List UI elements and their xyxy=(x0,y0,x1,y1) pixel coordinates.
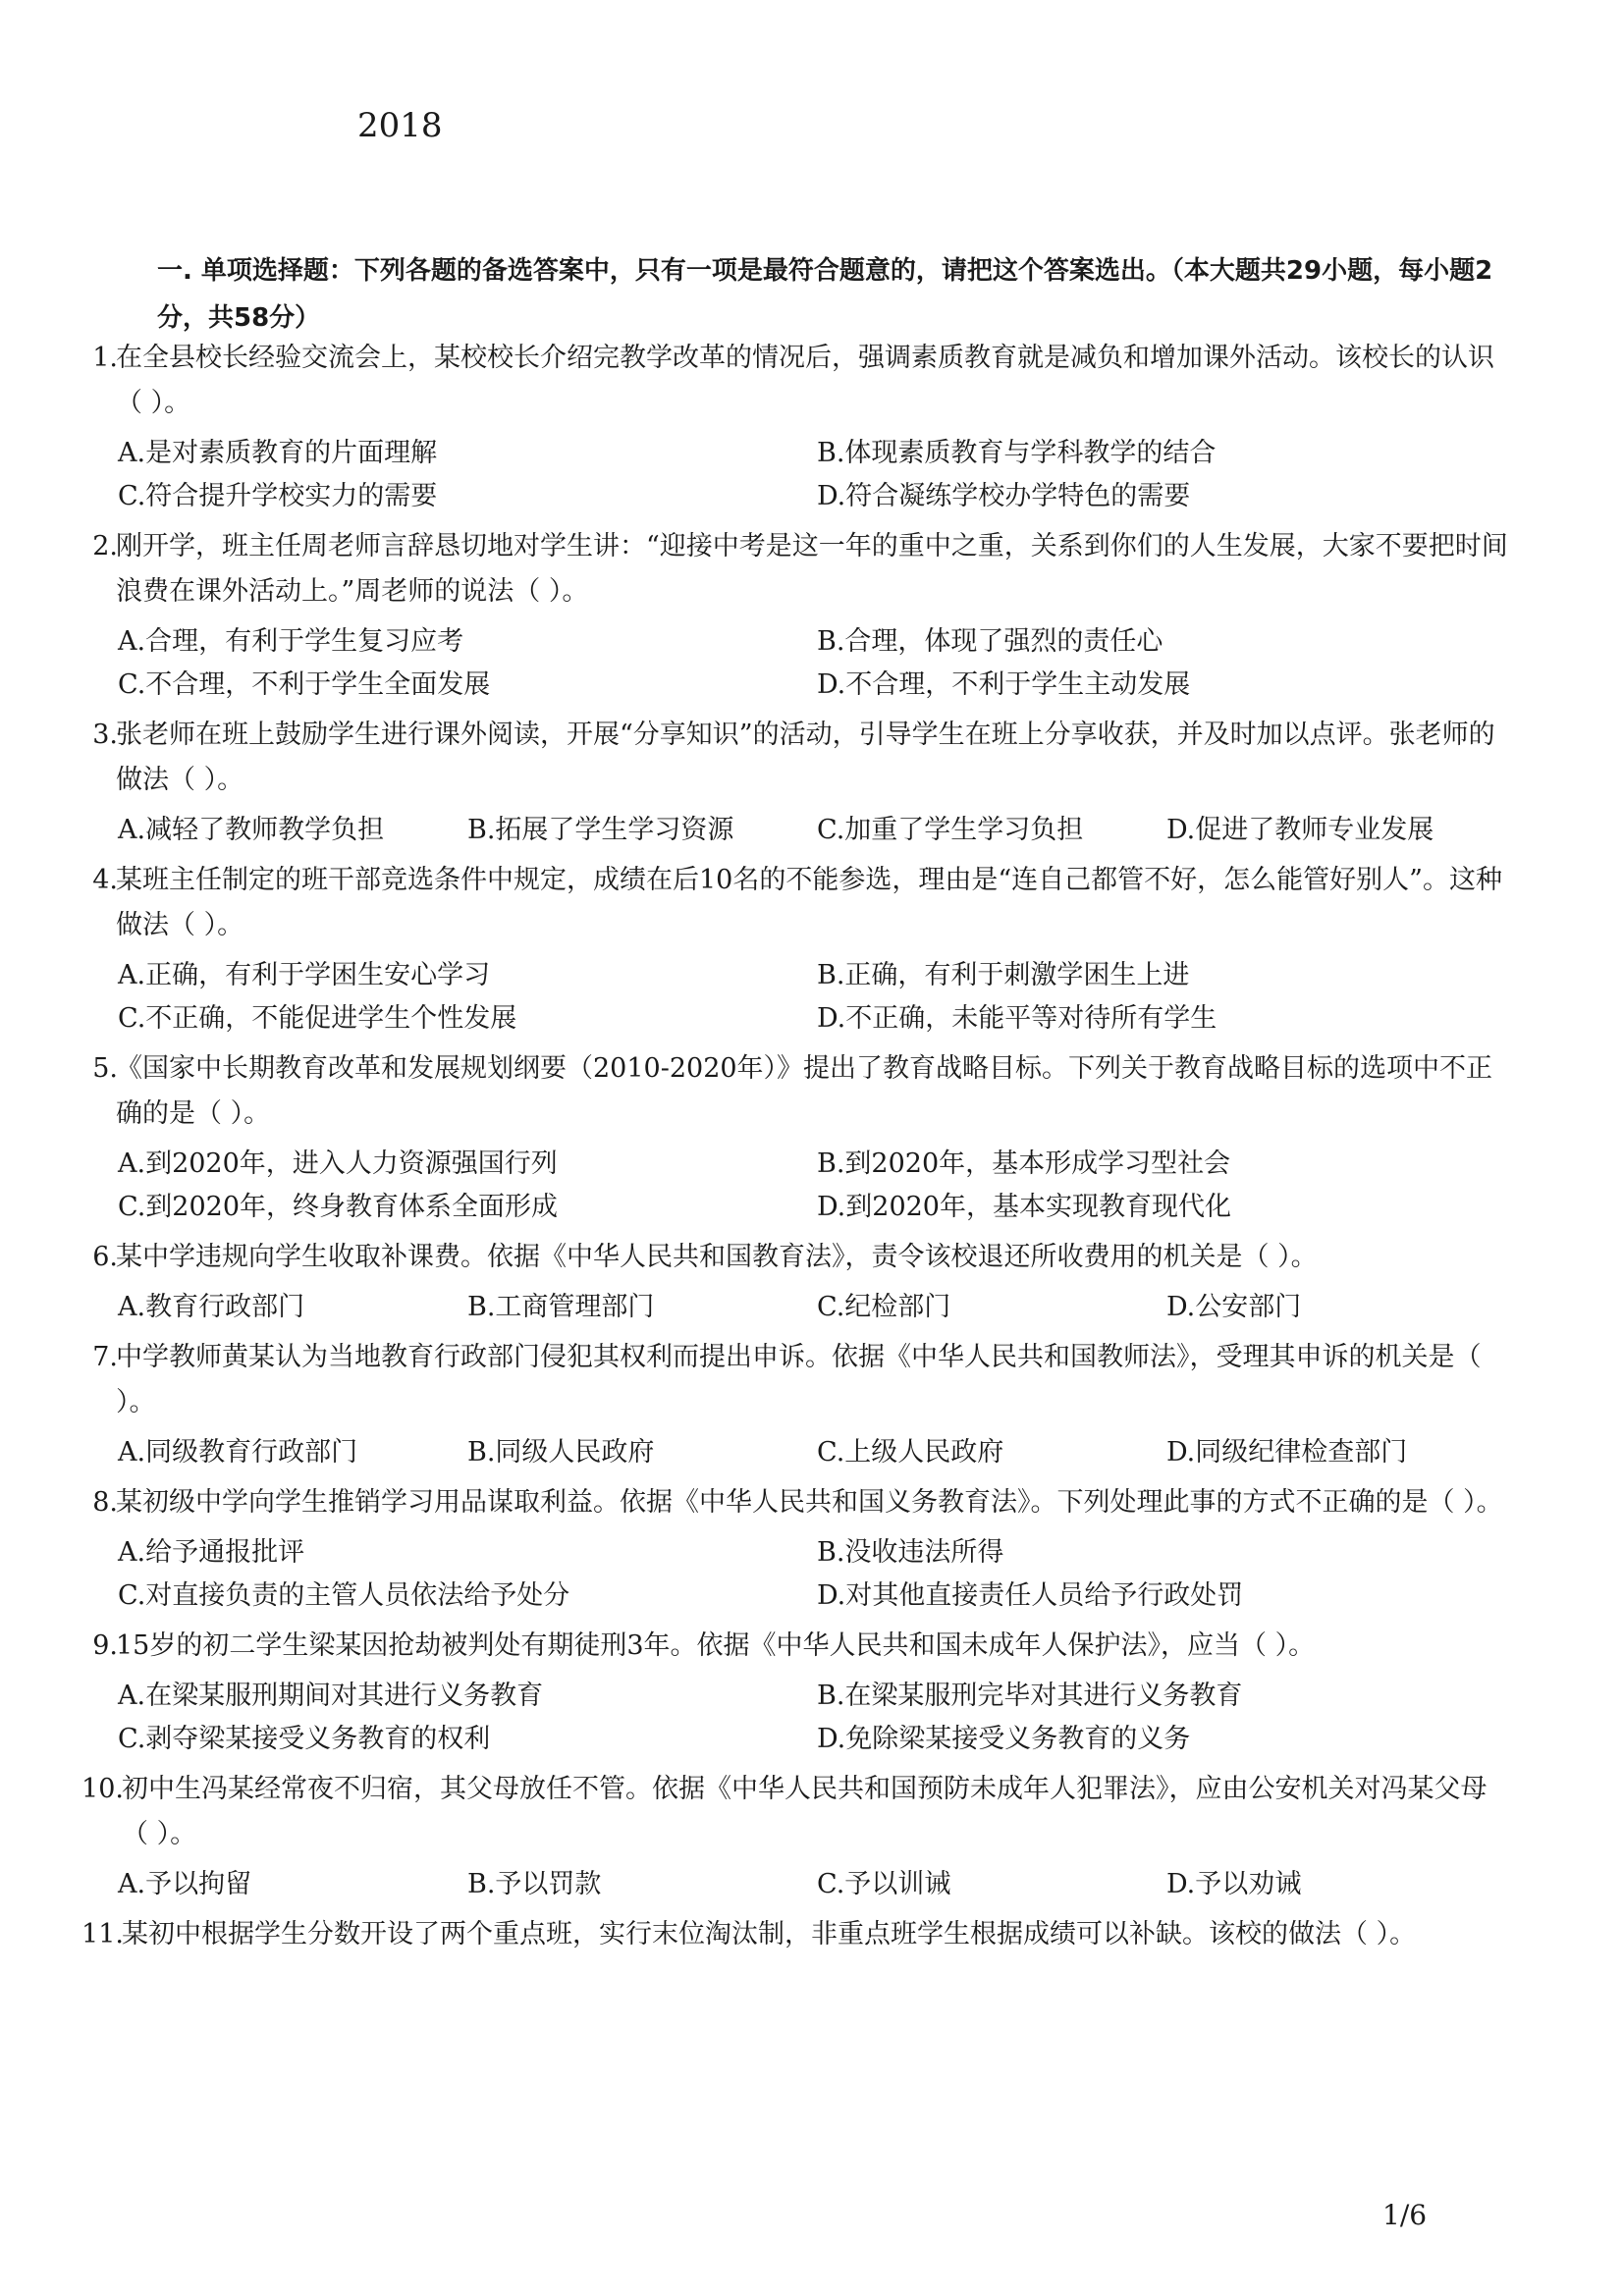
question-text: 张老师在班上鼓励学生进行课外阅读，开展“分享知识”的活动，引导学生在班上分享收获，并及时加以点评。张老师的做法（ ）。 xyxy=(116,720,1495,795)
option-c: C.上级人民政府 xyxy=(817,1437,1004,1468)
question-6 xyxy=(88,1235,1512,1329)
option-d: D.对其他直接责任人员给予行政处罚 xyxy=(817,1580,1244,1611)
option-group xyxy=(88,620,1512,707)
question-2 xyxy=(88,524,1512,707)
option-a: A.给予通报批评 xyxy=(118,1537,305,1568)
option-c: C.不正确，不能促进学生个性发展 xyxy=(118,1003,517,1034)
section-heading: 一. 单项选择题：下列各题的备选答案中，只有一项是最符合题意的，请把这个答案选出。（本大题共29小题，每小题2分，共58分） xyxy=(157,256,1493,333)
option-group xyxy=(88,1531,1512,1618)
question-3 xyxy=(88,713,1512,852)
question-number: 7. xyxy=(92,1342,118,1372)
question-number: 1. xyxy=(92,343,118,373)
option-d: D.公安部门 xyxy=(1166,1292,1302,1322)
option-group xyxy=(88,1863,1512,1906)
option-a: A.减轻了教师教学负担 xyxy=(118,815,385,845)
option-b: B.予以罚款 xyxy=(467,1869,602,1899)
question-stem xyxy=(88,524,1512,614)
question-stem xyxy=(88,336,1512,426)
option-b: B.体现素质教育与学科教学的结合 xyxy=(817,438,1217,468)
question-number: 5. xyxy=(92,1053,118,1084)
question-8 xyxy=(88,1480,1512,1618)
question-number: 3. xyxy=(92,720,118,750)
option-a: A.教育行政部门 xyxy=(118,1292,305,1322)
option-group xyxy=(88,1675,1512,1761)
option-a: A.到2020年，进入人力资源强国行列 xyxy=(118,1148,558,1179)
question-stem xyxy=(88,858,1512,948)
question-number: 4. xyxy=(92,865,118,895)
option-c: C.剥夺梁某接受义务教育的权利 xyxy=(118,1724,491,1754)
option-group xyxy=(88,432,1512,518)
option-group xyxy=(88,1143,1512,1229)
question-text: 初中生冯某经常夜不归宿，其父母放任不管。依据《中华人民共和国预防未成年人犯罪法》，应由公安机关对冯某父母（ ）。 xyxy=(122,1774,1488,1849)
question-stem xyxy=(88,713,1512,803)
option-a: A.同级教育行政部门 xyxy=(118,1437,358,1468)
option-d: D.免除梁某接受义务教育的义务 xyxy=(817,1724,1191,1754)
option-b: B.拓展了学生学习资源 xyxy=(467,815,734,845)
option-b: B.同级人民政府 xyxy=(467,1437,655,1468)
option-c: C.对直接负责的主管人员依法给予处分 xyxy=(118,1580,570,1611)
option-d: D.不合理，不利于学生主动发展 xyxy=(817,669,1191,700)
question-number: 2. xyxy=(92,531,118,561)
question-number: 11. xyxy=(81,1919,124,1949)
option-c: C.不合理，不利于学生全面发展 xyxy=(118,669,491,700)
question-1 xyxy=(88,336,1512,518)
question-text: 某初中根据学生分数开设了两个重点班，实行末位淘汰制，非重点班学生根据成绩可以补缺。该校的做法（ ）。 xyxy=(122,1919,1417,1949)
question-7 xyxy=(88,1335,1512,1474)
option-a: A.在梁某服刑期间对其进行义务教育 xyxy=(118,1681,544,1711)
question-text: 某中学违规向学生收取补课费。依据《中华人民共和国教育法》，责令该校退还所收费用的机关是（ ）。 xyxy=(116,1242,1318,1272)
option-c: C.到2020年，终身教育体系全面形成 xyxy=(118,1192,558,1222)
question-text: 在全县校长经验交流会上，某校校长介绍完教学改革的情况后，强调素质教育就是减负和增加课外活动。该校长的认识（ ）。 xyxy=(116,343,1494,418)
question-9 xyxy=(88,1624,1512,1761)
option-d: D.予以劝诫 xyxy=(1166,1869,1302,1899)
option-b: B.没收违法所得 xyxy=(817,1537,1004,1568)
question-number: 8. xyxy=(92,1487,118,1518)
option-a: A.予以拘留 xyxy=(118,1869,252,1899)
option-d: D.符合凝练学校办学特色的需要 xyxy=(817,481,1191,511)
question-stem xyxy=(81,1767,1512,1857)
option-c: C.符合提升学校实力的需要 xyxy=(118,481,438,511)
question-text: 某班主任制定的班干部竞选条件中规定，成绩在后10名的不能参选，理由是“连自己都管不好，怎么能管好别人”。这种做法（ ）。 xyxy=(116,865,1502,940)
question-text: 某初级中学向学生推销学习用品谋取利益。依据《中华人民共和国义务教育法》。下列处理此事的方式不正确的是（ ）。 xyxy=(116,1487,1503,1518)
question-stem xyxy=(81,1912,1512,1957)
question-number: 10. xyxy=(81,1774,124,1804)
option-a: A.是对素质教育的片面理解 xyxy=(118,438,438,468)
option-group xyxy=(88,1431,1512,1474)
exam-year: 2018 xyxy=(357,106,443,145)
option-b: B.合理，体现了强烈的责任心 xyxy=(817,626,1163,657)
question-5 xyxy=(88,1046,1512,1229)
option-c: C.加重了学生学习负担 xyxy=(817,815,1084,845)
option-group xyxy=(88,809,1512,852)
question-stem xyxy=(88,1624,1512,1669)
question-text: 中学教师黄某认为当地教育行政部门侵犯其权利而提出申诉。依据《中华人民共和国教师法》，受理其申诉的机关是（ ）。 xyxy=(116,1342,1482,1417)
question-list xyxy=(81,336,1512,1963)
page-number: 1/6 xyxy=(1382,2199,1428,2231)
question-number: 6. xyxy=(92,1242,118,1272)
option-b: B.工商管理部门 xyxy=(467,1292,655,1322)
option-c: C.纪检部门 xyxy=(817,1292,951,1322)
question-text: 刚开学，班主任周老师言辞恳切地对学生讲：“迎接中考是这一年的重中之重，关系到你们的人生发展，大家不要把时间浪费在课外活动上。”周老师的说法（ ）。 xyxy=(116,531,1508,607)
option-group xyxy=(88,1286,1512,1329)
option-c: C.予以训诫 xyxy=(817,1869,951,1899)
option-a: A.正确，有利于学困生安心学习 xyxy=(118,960,491,990)
question-stem xyxy=(88,1480,1512,1525)
option-b: B.在梁某服刑完毕对其进行义务教育 xyxy=(817,1681,1243,1711)
question-text: 《国家中长期教育改革和发展规划纲要（2010-2020年）》提出了教育战略目标。下列关于教育战略目标的选项中不正确的是（ ）。 xyxy=(116,1053,1493,1129)
question-stem xyxy=(88,1046,1512,1137)
question-text: 15岁的初二学生梁某因抢劫被判处有期徒刑3年。依据《中华人民共和国未成年人保护法》，应当（ ）。 xyxy=(116,1630,1316,1661)
option-a: A.合理，有利于学生复习应考 xyxy=(118,626,464,657)
question-10 xyxy=(81,1767,1512,1906)
question-stem xyxy=(88,1235,1512,1280)
option-d: D.同级纪律检查部门 xyxy=(1166,1437,1408,1468)
question-11 xyxy=(81,1912,1512,1957)
option-b: B.到2020年，基本形成学习型社会 xyxy=(817,1148,1231,1179)
option-d: D.到2020年，基本实现教育现代化 xyxy=(817,1192,1231,1222)
question-4 xyxy=(88,858,1512,1041)
question-number: 9. xyxy=(92,1630,118,1661)
option-group xyxy=(88,954,1512,1041)
question-stem xyxy=(88,1335,1512,1425)
option-b: B.正确，有利于刺激学困生上进 xyxy=(817,960,1190,990)
option-d: D.不正确，未能平等对待所有学生 xyxy=(817,1003,1217,1034)
option-d: D.促进了教师专业发展 xyxy=(1166,815,1434,845)
